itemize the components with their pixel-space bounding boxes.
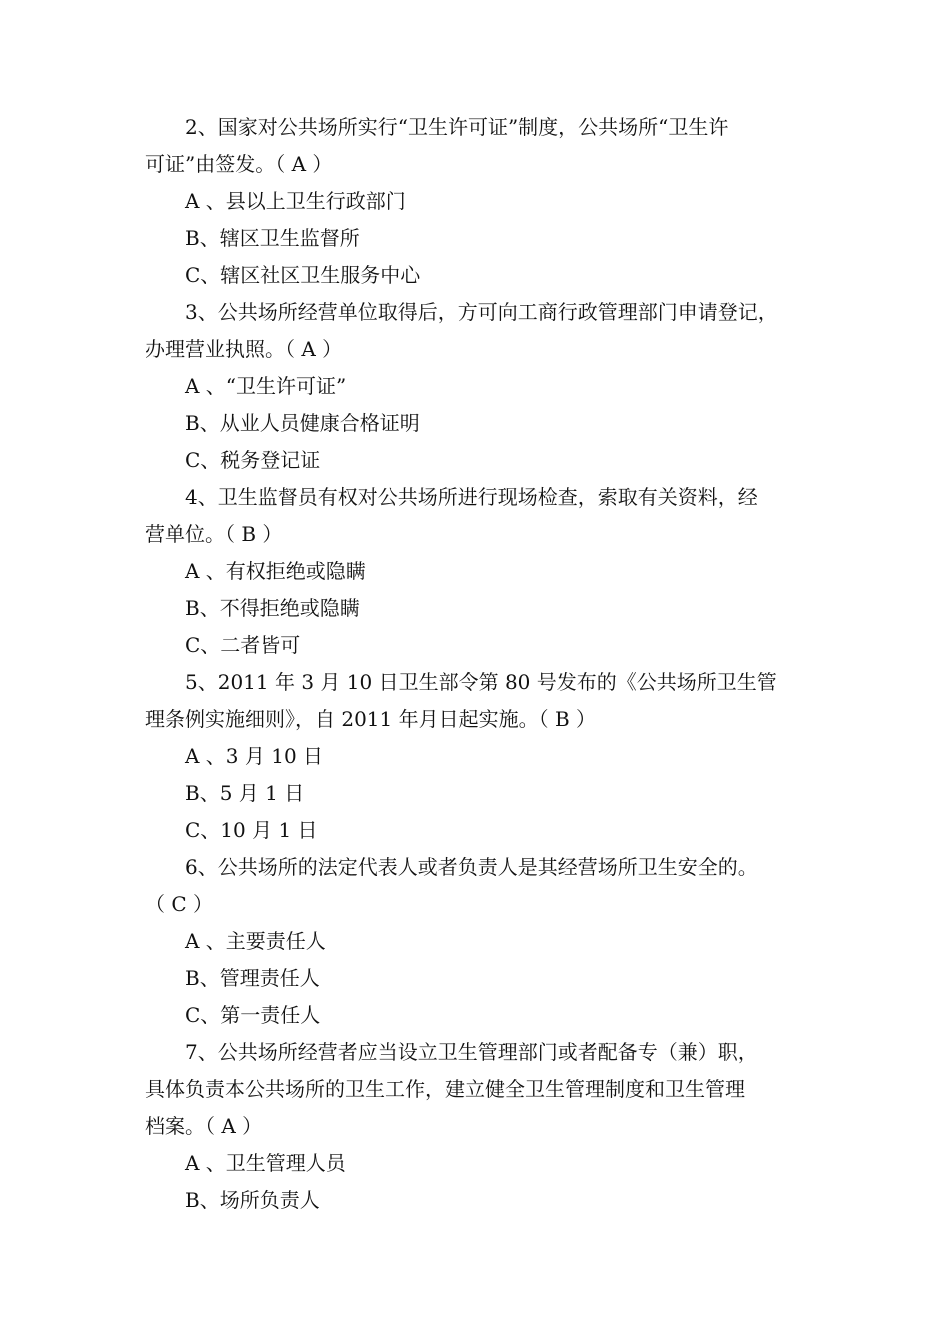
question-text-line: 办理营业执照。（ A ）: [145, 337, 343, 361]
option-a: A 、主要责任人: [185, 929, 326, 953]
question-text-line: 7、公共场所经营者应当设立卫生管理部门或者配备专（兼）职，: [185, 1040, 758, 1064]
question-text-line: 4、卫生监督员有权对公共场所进行现场检查，索取有关资料，经: [185, 485, 758, 509]
option-b: B、管理责任人: [185, 966, 320, 990]
option-a: A 、3 月 10 日: [185, 744, 324, 768]
option-b: B、从业人员健康合格证明: [185, 411, 420, 435]
option-c: C、二者皆可: [185, 633, 301, 657]
option-a: A 、县以上卫生行政部门: [185, 189, 406, 213]
question-4: [145, 479, 810, 664]
question-text-line: 档案。（ A ）: [145, 1114, 263, 1138]
question-text-line: 5、2011 年 3 月 10 日卫生部令第 80 号发布的《公共场所卫生管: [185, 670, 777, 694]
question-2: [145, 109, 810, 294]
question-text-line: 具体负责本公共场所的卫生工作，建立健全卫生管理制度和卫生管理: [145, 1077, 745, 1101]
option-b: B、场所负责人: [185, 1188, 320, 1212]
option-a: A 、有权拒绝或隐瞒: [185, 559, 366, 583]
option-a: A 、“卫生许可证”: [185, 374, 347, 398]
question-text-line: 6、公共场所的法定代表人或者负责人是其经营场所卫生安全的。: [185, 855, 758, 879]
option-b: B、不得拒绝或隐瞒: [185, 596, 360, 620]
option-b: B、辖区卫生监督所: [185, 226, 360, 250]
option-c: C、辖区社区卫生服务中心: [185, 263, 421, 287]
option-c: C、10 月 1 日: [185, 818, 318, 842]
question-text-line: 理条例实施细则》，自 2011 年月日起实施。（ B ）: [145, 707, 597, 731]
question-6: [145, 849, 810, 1034]
question-text-line: 可证”由签发。（ A ）: [145, 152, 333, 176]
question-text-line: （ C ）: [145, 892, 214, 916]
question-text-line: 营单位。（ B ）: [145, 522, 283, 546]
question-text-line: 2、国家对公共场所实行“卫生许可证”制度，公共场所“卫生许: [185, 115, 729, 139]
question-7: [145, 1034, 810, 1219]
question-text-line: 3、公共场所经营单位取得后，方可向工商行政管理部门申请登记，: [185, 300, 778, 324]
option-c: C、第一责任人: [185, 1003, 321, 1027]
option-b: B、5 月 1 日: [185, 781, 305, 805]
question-5: [145, 664, 810, 849]
question-3: [145, 294, 810, 479]
option-a: A 、卫生管理人员: [185, 1151, 346, 1175]
option-c: C、税务登记证: [185, 448, 321, 472]
